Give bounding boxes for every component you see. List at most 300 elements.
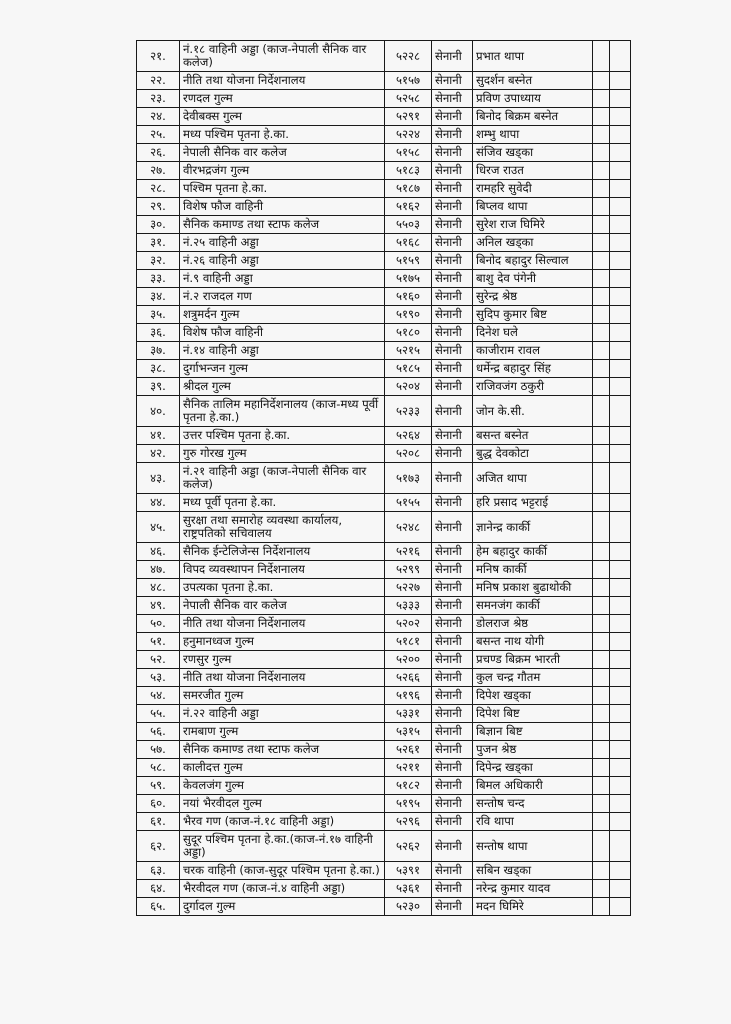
- officer-name-cell: राजिवजंग ठकुरी: [473, 378, 593, 396]
- rank-cell: सेनानी: [432, 378, 473, 396]
- empty-cell: [593, 543, 610, 561]
- unit-cell: सैनिक कमाण्ड तथा स्टाफ कलेज: [180, 216, 385, 234]
- unit-cell: विपद व्यवस्थापन निर्देशनालय: [180, 561, 385, 579]
- serial-number-cell: ५४.: [137, 687, 180, 705]
- empty-cell: [610, 723, 631, 741]
- serial-number-cell: ३६.: [137, 324, 180, 342]
- unit-cell: नं.१८ वाहिनी अड्डा (काज-नेपाली सैनिक वार कलेज): [180, 41, 385, 72]
- service-number-cell: ५२००: [385, 651, 432, 669]
- empty-cell: [593, 494, 610, 512]
- rank-cell: सेनानी: [432, 831, 473, 862]
- rank-cell: सेनानी: [432, 108, 473, 126]
- empty-cell: [610, 597, 631, 615]
- table-row: [137, 579, 631, 597]
- officer-name-cell: कुल चन्द्र गौतम: [473, 669, 593, 687]
- serial-number-cell: ६२.: [137, 831, 180, 862]
- serial-number-cell: ५२.: [137, 651, 180, 669]
- service-number-cell: ५३६१: [385, 880, 432, 898]
- unit-cell: नयां भैरवीदल गुल्म: [180, 795, 385, 813]
- empty-cell: [593, 615, 610, 633]
- service-number-cell: ५२११: [385, 759, 432, 777]
- serial-number-cell: ६४.: [137, 880, 180, 898]
- unit-cell: नीति तथा योजना निर्देशनालय: [180, 669, 385, 687]
- table-row: [137, 880, 631, 898]
- unit-cell: विशेष फौज वाहिनी: [180, 198, 385, 216]
- empty-cell: [610, 463, 631, 494]
- officer-name-cell: शम्भु थापा: [473, 126, 593, 144]
- empty-cell: [610, 180, 631, 198]
- rank-cell: सेनानी: [432, 777, 473, 795]
- empty-cell: [610, 72, 631, 90]
- rank-cell: सेनानी: [432, 705, 473, 723]
- service-number-cell: ५२०८: [385, 445, 432, 463]
- service-number-cell: ५२२८: [385, 41, 432, 72]
- empty-cell: [593, 396, 610, 427]
- officer-name-cell: धिरज राउत: [473, 162, 593, 180]
- service-number-cell: ५१९५: [385, 795, 432, 813]
- officer-name-cell: समनजंग कार्की: [473, 597, 593, 615]
- unit-cell: नं.२ राजदल गण: [180, 288, 385, 306]
- empty-cell: [593, 180, 610, 198]
- officer-name-cell: हेम बहादुर कार्की: [473, 543, 593, 561]
- rank-cell: सेनानी: [432, 180, 473, 198]
- empty-cell: [593, 463, 610, 494]
- service-number-cell: ५१५९: [385, 252, 432, 270]
- empty-cell: [610, 512, 631, 543]
- serial-number-cell: ३०.: [137, 216, 180, 234]
- empty-cell: [610, 494, 631, 512]
- rank-cell: सेनानी: [432, 216, 473, 234]
- unit-cell: श्रीदल गुल्म: [180, 378, 385, 396]
- rank-cell: सेनानी: [432, 90, 473, 108]
- serial-number-cell: ४५.: [137, 512, 180, 543]
- empty-cell: [593, 898, 610, 916]
- officer-name-cell: ज्ञानेन्द्र कार्की: [473, 512, 593, 543]
- unit-cell: नं.२२ वाहिनी अड्डा: [180, 705, 385, 723]
- table-row: [137, 180, 631, 198]
- table-row: [137, 342, 631, 360]
- empty-cell: [610, 360, 631, 378]
- officer-name-cell: बिज्ञान बिष्ट: [473, 723, 593, 741]
- officer-name-cell: बाशु देव पंगेनी: [473, 270, 593, 288]
- unit-cell: नं.२५ वाहिनी अड्डा: [180, 234, 385, 252]
- empty-cell: [610, 898, 631, 916]
- empty-cell: [610, 687, 631, 705]
- empty-cell: [610, 579, 631, 597]
- officer-name-cell: बसन्त बस्नेत: [473, 427, 593, 445]
- officer-name-cell: बिमल अधिकारी: [473, 777, 593, 795]
- serial-number-cell: २२.: [137, 72, 180, 90]
- unit-cell: भैरवीदल गण (काज-नं.४ वाहिनी अड्डा): [180, 880, 385, 898]
- empty-cell: [610, 427, 631, 445]
- unit-cell: सुरक्षा तथा समारोह व्यवस्था कार्यालय, राष्ट्रपतिको सचिवालय: [180, 512, 385, 543]
- serial-number-cell: ५६.: [137, 723, 180, 741]
- empty-cell: [610, 561, 631, 579]
- serial-number-cell: २५.: [137, 126, 180, 144]
- serial-number-cell: ४९.: [137, 597, 180, 615]
- empty-cell: [610, 108, 631, 126]
- empty-cell: [610, 41, 631, 72]
- unit-cell: नं.१४ वाहिनी अड्डा: [180, 342, 385, 360]
- empty-cell: [610, 252, 631, 270]
- unit-cell: उत्तर पश्चिम पृतना हे.का.: [180, 427, 385, 445]
- unit-cell: गुरु गोरख गुल्म: [180, 445, 385, 463]
- empty-cell: [593, 378, 610, 396]
- rank-cell: सेनानी: [432, 898, 473, 916]
- empty-cell: [593, 41, 610, 72]
- empty-cell: [610, 813, 631, 831]
- empty-cell: [610, 831, 631, 862]
- empty-cell: [593, 795, 610, 813]
- rank-cell: सेनानी: [432, 144, 473, 162]
- serial-number-cell: ३७.: [137, 342, 180, 360]
- empty-cell: [610, 543, 631, 561]
- officer-name-cell: बिप्लव थापा: [473, 198, 593, 216]
- empty-cell: [610, 144, 631, 162]
- rank-cell: सेनानी: [432, 162, 473, 180]
- table-row: [137, 306, 631, 324]
- service-number-cell: ५२०२: [385, 615, 432, 633]
- service-number-cell: ५१७३: [385, 463, 432, 494]
- rank-cell: सेनानी: [432, 41, 473, 72]
- empty-cell: [610, 306, 631, 324]
- officer-name-cell: प्रभात थापा: [473, 41, 593, 72]
- table-row: [137, 360, 631, 378]
- serial-number-cell: ४२.: [137, 445, 180, 463]
- empty-cell: [593, 579, 610, 597]
- table-row: [137, 288, 631, 306]
- empty-cell: [593, 234, 610, 252]
- empty-cell: [593, 813, 610, 831]
- rank-cell: सेनानी: [432, 579, 473, 597]
- serial-number-cell: ५१.: [137, 633, 180, 651]
- empty-cell: [593, 427, 610, 445]
- service-number-cell: ५१६८: [385, 234, 432, 252]
- unit-cell: रामबाण गुल्म: [180, 723, 385, 741]
- rank-cell: सेनानी: [432, 270, 473, 288]
- officer-name-cell: नरेन्द्र कुमार यादव: [473, 880, 593, 898]
- officer-name-cell: बुद्ध देवकोटा: [473, 445, 593, 463]
- empty-cell: [593, 759, 610, 777]
- empty-cell: [593, 831, 610, 862]
- empty-cell: [593, 252, 610, 270]
- empty-cell: [593, 360, 610, 378]
- table-row: [137, 512, 631, 543]
- officer-name-cell: बिनोद बिक्रम बस्नेत: [473, 108, 593, 126]
- officer-name-cell: दिपेन्द्र खड्का: [473, 759, 593, 777]
- unit-cell: दुर्गादल गुल्म: [180, 898, 385, 916]
- table-row: [137, 862, 631, 880]
- table-row: [137, 795, 631, 813]
- rank-cell: सेनानी: [432, 813, 473, 831]
- empty-cell: [610, 862, 631, 880]
- unit-cell: नं.२१ वाहिनी अड्डा (काज-नेपाली सैनिक वार कलेज): [180, 463, 385, 494]
- empty-cell: [610, 162, 631, 180]
- unit-cell: नीति तथा योजना निर्देशनालय: [180, 615, 385, 633]
- rank-cell: सेनानी: [432, 561, 473, 579]
- empty-cell: [593, 108, 610, 126]
- empty-cell: [610, 234, 631, 252]
- table-row: [137, 90, 631, 108]
- service-number-cell: ५२५८: [385, 90, 432, 108]
- empty-cell: [610, 777, 631, 795]
- empty-cell: [593, 651, 610, 669]
- rank-cell: सेनानी: [432, 597, 473, 615]
- rank-cell: सेनानी: [432, 543, 473, 561]
- empty-cell: [593, 687, 610, 705]
- table-row: [137, 270, 631, 288]
- empty-cell: [593, 633, 610, 651]
- empty-cell: [610, 759, 631, 777]
- empty-cell: [593, 144, 610, 162]
- serial-number-cell: ५८.: [137, 759, 180, 777]
- officer-name-cell: संजिव खड्का: [473, 144, 593, 162]
- unit-cell: सुदूर पश्चिम पृतना हे.का.(काज-नं.१७ वाहिनी अड्डा): [180, 831, 385, 862]
- empty-cell: [593, 324, 610, 342]
- officer-name-cell: अजित थापा: [473, 463, 593, 494]
- empty-cell: [610, 651, 631, 669]
- rank-cell: सेनानी: [432, 669, 473, 687]
- serial-number-cell: ४८.: [137, 579, 180, 597]
- officer-name-cell: बिनोद बहादुर सिल्वाल: [473, 252, 593, 270]
- unit-cell: कालीदत्त गुल्म: [180, 759, 385, 777]
- serial-number-cell: ६०.: [137, 795, 180, 813]
- serial-number-cell: ५३.: [137, 669, 180, 687]
- service-number-cell: ५१८३: [385, 162, 432, 180]
- empty-cell: [593, 777, 610, 795]
- empty-cell: [610, 324, 631, 342]
- officer-roster-table: [136, 40, 631, 916]
- empty-cell: [610, 633, 631, 651]
- officer-name-cell: बसन्त नाथ योगी: [473, 633, 593, 651]
- unit-cell: सैनिक तालिम महानिर्देशनालय (काज-मध्य पूर्वी पृतना हे.का.): [180, 396, 385, 427]
- rank-cell: सेनानी: [432, 633, 473, 651]
- unit-cell: नेपाली सैनिक वार कलेज: [180, 597, 385, 615]
- service-number-cell: ५३९१: [385, 862, 432, 880]
- empty-cell: [593, 669, 610, 687]
- serial-number-cell: ४१.: [137, 427, 180, 445]
- table-row: [137, 162, 631, 180]
- rank-cell: सेनानी: [432, 288, 473, 306]
- serial-number-cell: ५७.: [137, 741, 180, 759]
- empty-cell: [610, 880, 631, 898]
- rank-cell: सेनानी: [432, 126, 473, 144]
- empty-cell: [593, 270, 610, 288]
- rank-cell: सेनानी: [432, 795, 473, 813]
- unit-cell: हनुमानध्वज गुल्म: [180, 633, 385, 651]
- serial-number-cell: ४७.: [137, 561, 180, 579]
- service-number-cell: ५३३३: [385, 597, 432, 615]
- rank-cell: सेनानी: [432, 198, 473, 216]
- unit-cell: दुर्गाभन्जन गुल्म: [180, 360, 385, 378]
- unit-cell: पश्चिम पृतना हे.का.: [180, 180, 385, 198]
- unit-cell: शत्रुमर्दन गुल्म: [180, 306, 385, 324]
- table-row: [137, 494, 631, 512]
- empty-cell: [593, 561, 610, 579]
- empty-cell: [593, 862, 610, 880]
- table-row: [137, 705, 631, 723]
- table-row: [137, 144, 631, 162]
- officer-name-cell: प्रचण्ड बिक्रम भारती: [473, 651, 593, 669]
- officer-name-cell: रामहरि सुवेदी: [473, 180, 593, 198]
- officer-name-cell: सबिन खड्का: [473, 862, 593, 880]
- rank-cell: सेनानी: [432, 741, 473, 759]
- table-row: [137, 813, 631, 831]
- service-number-cell: ५१५७: [385, 72, 432, 90]
- empty-cell: [593, 90, 610, 108]
- officer-name-cell: सुरेश राज घिमिरे: [473, 216, 593, 234]
- unit-cell: सैनिक ईन्टेलिजेन्स निर्देशनालय: [180, 543, 385, 561]
- unit-cell: विशेष फौज वाहिनी: [180, 324, 385, 342]
- rank-cell: सेनानी: [432, 651, 473, 669]
- empty-cell: [593, 342, 610, 360]
- serial-number-cell: २४.: [137, 108, 180, 126]
- unit-cell: मध्य पूर्वी पृतना हे.का.: [180, 494, 385, 512]
- rank-cell: सेनानी: [432, 72, 473, 90]
- rank-cell: सेनानी: [432, 396, 473, 427]
- unit-cell: सैनिक कमाण्ड तथा स्टाफ कलेज: [180, 741, 385, 759]
- service-number-cell: ५२४८: [385, 512, 432, 543]
- rank-cell: सेनानी: [432, 862, 473, 880]
- officer-name-cell: दिपेश खड्का: [473, 687, 593, 705]
- officer-name-cell: सन्तोष चन्द: [473, 795, 593, 813]
- empty-cell: [593, 880, 610, 898]
- empty-cell: [610, 705, 631, 723]
- empty-cell: [610, 795, 631, 813]
- rank-cell: सेनानी: [432, 512, 473, 543]
- empty-cell: [610, 198, 631, 216]
- rank-cell: सेनानी: [432, 463, 473, 494]
- service-number-cell: ५२२४: [385, 126, 432, 144]
- service-number-cell: ५२६२: [385, 831, 432, 862]
- unit-cell: नीति तथा योजना निर्देशनालय: [180, 72, 385, 90]
- serial-number-cell: ३९.: [137, 378, 180, 396]
- table-row: [137, 108, 631, 126]
- service-number-cell: ५१६२: [385, 198, 432, 216]
- rank-cell: सेनानी: [432, 687, 473, 705]
- unit-cell: रणसुर गुल्म: [180, 651, 385, 669]
- service-number-cell: ५१५५: [385, 494, 432, 512]
- serial-number-cell: ३२.: [137, 252, 180, 270]
- roster-body: [137, 41, 631, 916]
- service-number-cell: ५२०४: [385, 378, 432, 396]
- table-row: [137, 41, 631, 72]
- service-number-cell: ५२९९: [385, 561, 432, 579]
- table-row: [137, 445, 631, 463]
- officer-name-cell: जोन के.सी.: [473, 396, 593, 427]
- rank-cell: सेनानी: [432, 494, 473, 512]
- service-number-cell: ५१७५: [385, 270, 432, 288]
- rank-cell: सेनानी: [432, 324, 473, 342]
- serial-number-cell: ४०.: [137, 396, 180, 427]
- service-number-cell: ५२९१: [385, 108, 432, 126]
- service-number-cell: ५१८१: [385, 633, 432, 651]
- service-number-cell: ५२६४: [385, 427, 432, 445]
- unit-cell: भैरव गण (काज-नं.१८ वाहिनी अड्डा): [180, 813, 385, 831]
- table-row: [137, 216, 631, 234]
- table-row: [137, 759, 631, 777]
- unit-cell: मध्य पश्चिम पृतना हे.का.: [180, 126, 385, 144]
- serial-number-cell: ६५.: [137, 898, 180, 916]
- empty-cell: [593, 597, 610, 615]
- table-row: [137, 234, 631, 252]
- serial-number-cell: ३५.: [137, 306, 180, 324]
- serial-number-cell: २३.: [137, 90, 180, 108]
- empty-cell: [610, 342, 631, 360]
- serial-number-cell: ४६.: [137, 543, 180, 561]
- officer-name-cell: धर्मेन्द्र बहादुर सिंह: [473, 360, 593, 378]
- officer-name-cell: मनिष कार्की: [473, 561, 593, 579]
- officer-name-cell: डोलराज श्रेष्ठ: [473, 615, 593, 633]
- table-row: [137, 898, 631, 916]
- rank-cell: सेनानी: [432, 252, 473, 270]
- table-row: [137, 324, 631, 342]
- empty-cell: [610, 378, 631, 396]
- serial-number-cell: ६३.: [137, 862, 180, 880]
- service-number-cell: ५२९६: [385, 813, 432, 831]
- service-number-cell: ५१५८: [385, 144, 432, 162]
- officer-name-cell: पुजन श्रेष्ठ: [473, 741, 593, 759]
- officer-name-cell: दिनेश घले: [473, 324, 593, 342]
- rank-cell: सेनानी: [432, 445, 473, 463]
- officer-name-cell: सुरेन्द्र श्रेष्ठ: [473, 288, 593, 306]
- empty-cell: [593, 306, 610, 324]
- table-row: [137, 777, 631, 795]
- empty-cell: [610, 126, 631, 144]
- service-number-cell: ५१८७: [385, 180, 432, 198]
- service-number-cell: ५२६६: [385, 669, 432, 687]
- officer-name-cell: अनिल खड्का: [473, 234, 593, 252]
- officer-name-cell: सुदिप कुमार बिष्ट: [473, 306, 593, 324]
- serial-number-cell: ३१.: [137, 234, 180, 252]
- empty-cell: [610, 615, 631, 633]
- empty-cell: [593, 216, 610, 234]
- table-row: [137, 669, 631, 687]
- serial-number-cell: ४४.: [137, 494, 180, 512]
- empty-cell: [610, 216, 631, 234]
- rank-cell: सेनानी: [432, 615, 473, 633]
- empty-cell: [593, 72, 610, 90]
- serial-number-cell: ५५.: [137, 705, 180, 723]
- unit-cell: नं.२६ वाहिनी अड्डा: [180, 252, 385, 270]
- officer-name-cell: प्रविण उपाध्याय: [473, 90, 593, 108]
- empty-cell: [593, 512, 610, 543]
- unit-cell: केवलजंग गुल्म: [180, 777, 385, 795]
- officer-name-cell: सन्तोष थापा: [473, 831, 593, 862]
- officer-name-cell: दिपेश बिष्ट: [473, 705, 593, 723]
- service-number-cell: ५५०३: [385, 216, 432, 234]
- table-row: [137, 687, 631, 705]
- unit-cell: उपत्यका पृतना हे.का.: [180, 579, 385, 597]
- unit-cell: चरक वाहिनी (काज-सुदूर पश्चिम पृतना हे.का.): [180, 862, 385, 880]
- empty-cell: [610, 445, 631, 463]
- service-number-cell: ५३३१: [385, 705, 432, 723]
- officer-name-cell: हरि प्रसाद भट्टराई: [473, 494, 593, 512]
- table-row: [137, 198, 631, 216]
- table-row: [137, 543, 631, 561]
- empty-cell: [593, 445, 610, 463]
- empty-cell: [610, 288, 631, 306]
- service-number-cell: ५१८०: [385, 324, 432, 342]
- officer-name-cell: रवि थापा: [473, 813, 593, 831]
- empty-cell: [593, 288, 610, 306]
- empty-cell: [593, 162, 610, 180]
- empty-cell: [593, 705, 610, 723]
- unit-cell: रणदल गुल्म: [180, 90, 385, 108]
- empty-cell: [593, 198, 610, 216]
- serial-number-cell: ३४.: [137, 288, 180, 306]
- serial-number-cell: ५०.: [137, 615, 180, 633]
